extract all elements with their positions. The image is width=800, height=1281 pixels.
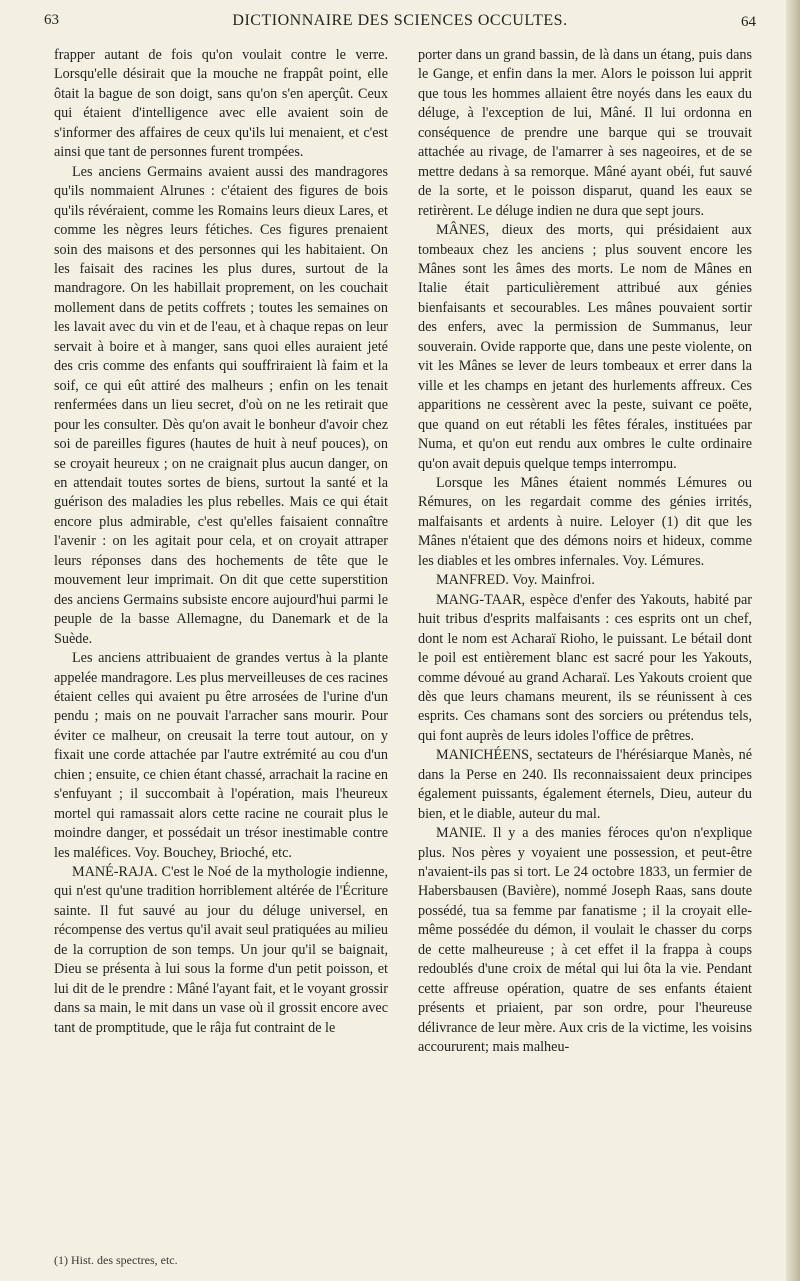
right-column xyxy=(418,46,752,1058)
page-number-left: 63 xyxy=(44,12,59,28)
entry-manie: MANIE. Il y a des manies féroces qu'on n'explique plus. Nos pères y voyaient une possession, et peut-être n'avaient-ils pas si tort. Le 24 octobre 1833, un fermier de Habersbausen (Bavière), nommé Joseph Raas, sans doute possédé, tua sa femme par fanatisme ; il la croyait elle-même possédée du démon, il voulait le chasser du corps de cette malheureuse ; à cet effet il la frappa à coups redoublés d'une croix de métal qui lui ôta la vie. Pendant cette affreuse opération, quatre de ses enfants étaient présents et priaient, par son ordre, pour l'heureuse délivrance de leur mère. Aux cris de la victime, les voisins accoururent; mais malheu- xyxy=(418,825,752,1056)
entry-manfred: MANFRED. Voy. Mainfroi. xyxy=(436,572,595,589)
paragraph: Les anciens attribuaient de grandes vertus à la plante appelée mandragore. Les plus merveilleuses de ces racines étaient celles qui avaient pu être arrosées de l'urine d'un pendu ; mais on ne pouvait l'arracher sans mourir. Pour éviter ce malheur, on creusait la terre tout autour, on y fixait une corde attachée par l'autre extrémité au cou d'un chien ; ensuite, ce chien étant chassé, arrachait la racine en s'enfuyant ; il succombait à l'opération, mais l'heureux mortel qui ramassait alors cette racine ne courait plus le moindre danger, et possédait un trésor inestimable contre les maléfices. Voy. Bouchey, Brioché, etc. xyxy=(54,650,388,861)
page-edge xyxy=(786,0,800,1281)
footnote: (1) Hist. des spectres, etc. xyxy=(54,1253,178,1267)
paragraph: frapper autant de fois qu'on voulait contre le verre. Lorsqu'elle désirait que la mouche ne frappât point, elle ôtait la bague de son doigt, sans qu'on s'en aperçût. Ceux qui étaient d'intelligence avec elle avaient soin de s'informer des affaires de ceux qu'ils lui menaient, et c'est ainsi que tant de personnes furent trompées. xyxy=(54,47,388,161)
page-number-right: 64 xyxy=(741,14,756,30)
running-title: DICTIONNAIRE DES SCIENCES OCCULTES. xyxy=(232,12,568,29)
paragraph: Les anciens Germains avaient aussi des mandragores qu'ils nommaient Alrunes : c'étaient des figures de bois qu'ils révéraient, comme les Romains leurs dieux Lares, et comme les nègres leurs fétiches. Ces figures prenaient soin des maisons et des personnes qui les habitaient. On les faisait des racines les plus dures, surtout de la mandragore. On les habillait proprement, on les couchait mollement dans de petits coffrets ; toutes les semaines on les lavait avec du vin et de l'eau, et à chaque repas on leur servait à boire et à manger, sans quoi elles auraient jeté des cris comme des enfants qui souffriraient là faim et la soif, ce qui eût attiré des malheurs ; enfin on les tenait renfermées dans un lieu secret, d'où on ne les retirait que pour les consulter. Dès qu'on avait le bonheur d'avoir chez soi de pareilles figures (hautes de huit à neuf pouces), on se croyait heureux ; on ne craignait plus aucun danger, on en attendait toutes sortes de biens, surtout la santé et la guérison des maladies les plus rebelles. Mais ce qui était encore plus admirable, c'est qu'elles faisaient connaître l'avenir : on les agitait pour cela, et on croyait attraper leurs réponses dans des hochements de tête que le mouvement leur imprimait. On dit que cette superstition des anciens Germains subsiste encore aujourd'hui parmi le peuple de la basse Allemagne, du Danemark et de la Suède. xyxy=(54,163,388,647)
paragraph: Lorsque les Mânes étaient nommés Lémures ou Rémures, on les regardait comme des génies irrités, malfaisants et ardents à nuire. Leloyer (1) dit que les Mânes n'étaient que des démons noirs et hideux, comme les diables et les ombres infernales. Voy. Lémures. xyxy=(418,474,752,569)
paragraph: porter dans un grand bassin, de là dans un étang, puis dans le Gange, et enfin dans la mer. Alors le poisson lui apprit que tous les hommes allaient être noyés dans les eaux du déluge, à l'exception de lui, Mâné. Il lui ordonna en conséquence de prendre une barque qui se trouvait attachée au rivage, de l'amarrer à ses nageoires, et de se mettre dedans à sa remorque. Mâné ayant obéi, fut sauvé de la sorte, et le poisson disparut, quand les eaux se retirèrent. Le déluge indien ne dura que sept jours. xyxy=(418,47,752,219)
entry-mang-taar: MANG-TAAR, espèce d'enfer des Yakouts, habité par huit tribus d'esprits malfaisants : ces esprits ont un chef, dont le nom est Acharaï Rioho, le puissant. Le bétail dont le poil est entièrement blanc est sacré pour les Yakouts, comme dévoué au grand Acharaï. Les Yakouts croient que dès que leurs chamans meurent, ils se réunissent à ces esprits. Ces chamans sont des sorciers ou prétendus tels, qui font auprès de leurs idoles l'office de prêtres. xyxy=(418,591,752,744)
entry-mane-raja: MANÉ-RAJA. C'est le Noé de la mythologie indienne, qui n'est qu'une tradition horriblement altérée de l'Écriture sainte. Il fut sauvé au jour du déluge universel, en récompense des vertus qu'il avait seul pratiquées au milieu de la corruption de son temps. Un jour qu'il se baignait, Dieu se présenta à lui sous la forme d'un petit poisson, et lui dit de le prendre : Mâné l'ayant fait, et le voyant grossir dans sa main, le mit dans un vase où il grossit encore avec tant de promptitude, que le râja fut contraint de le xyxy=(54,864,388,1036)
entry-manicheens: MANICHÉENS, sectateurs de l'hérésiarque Manès, né dans la Perse en 240. Ils reconnaissaient deux principes également puissants, également éternels, Dieu, auteur du bien, et le diable, auteur du mal. xyxy=(418,747,752,822)
entry-manes: MÂNES, dieux des morts, qui présidaient aux tombeaux chez les anciens ; plus souvent encore les Mânes sont les âmes des morts. Le nom de Mânes en Italie était particulièrement attribué aux génies bienfaisants et secourables. Les mânes pouvaient sortir des enfers, avec la permission de Summanus, leur souverain. Ovide rapporte que, dans une peste violente, on vit les Mânes se lever de leurs tombeaux et errer dans la ville et les champs en jetant des hurlements affreux. Ces apparitions ne cessèrent avec la peste, suivant ce poëte, que quand on eut rétabli les fêtes férales, instituées par Numa, et qu'on eut rendu aux ombres le culte ordinaire qu'on avait depuis quelque temps interrompu. xyxy=(418,222,752,472)
left-column xyxy=(54,46,388,1038)
running-header xyxy=(44,12,756,38)
